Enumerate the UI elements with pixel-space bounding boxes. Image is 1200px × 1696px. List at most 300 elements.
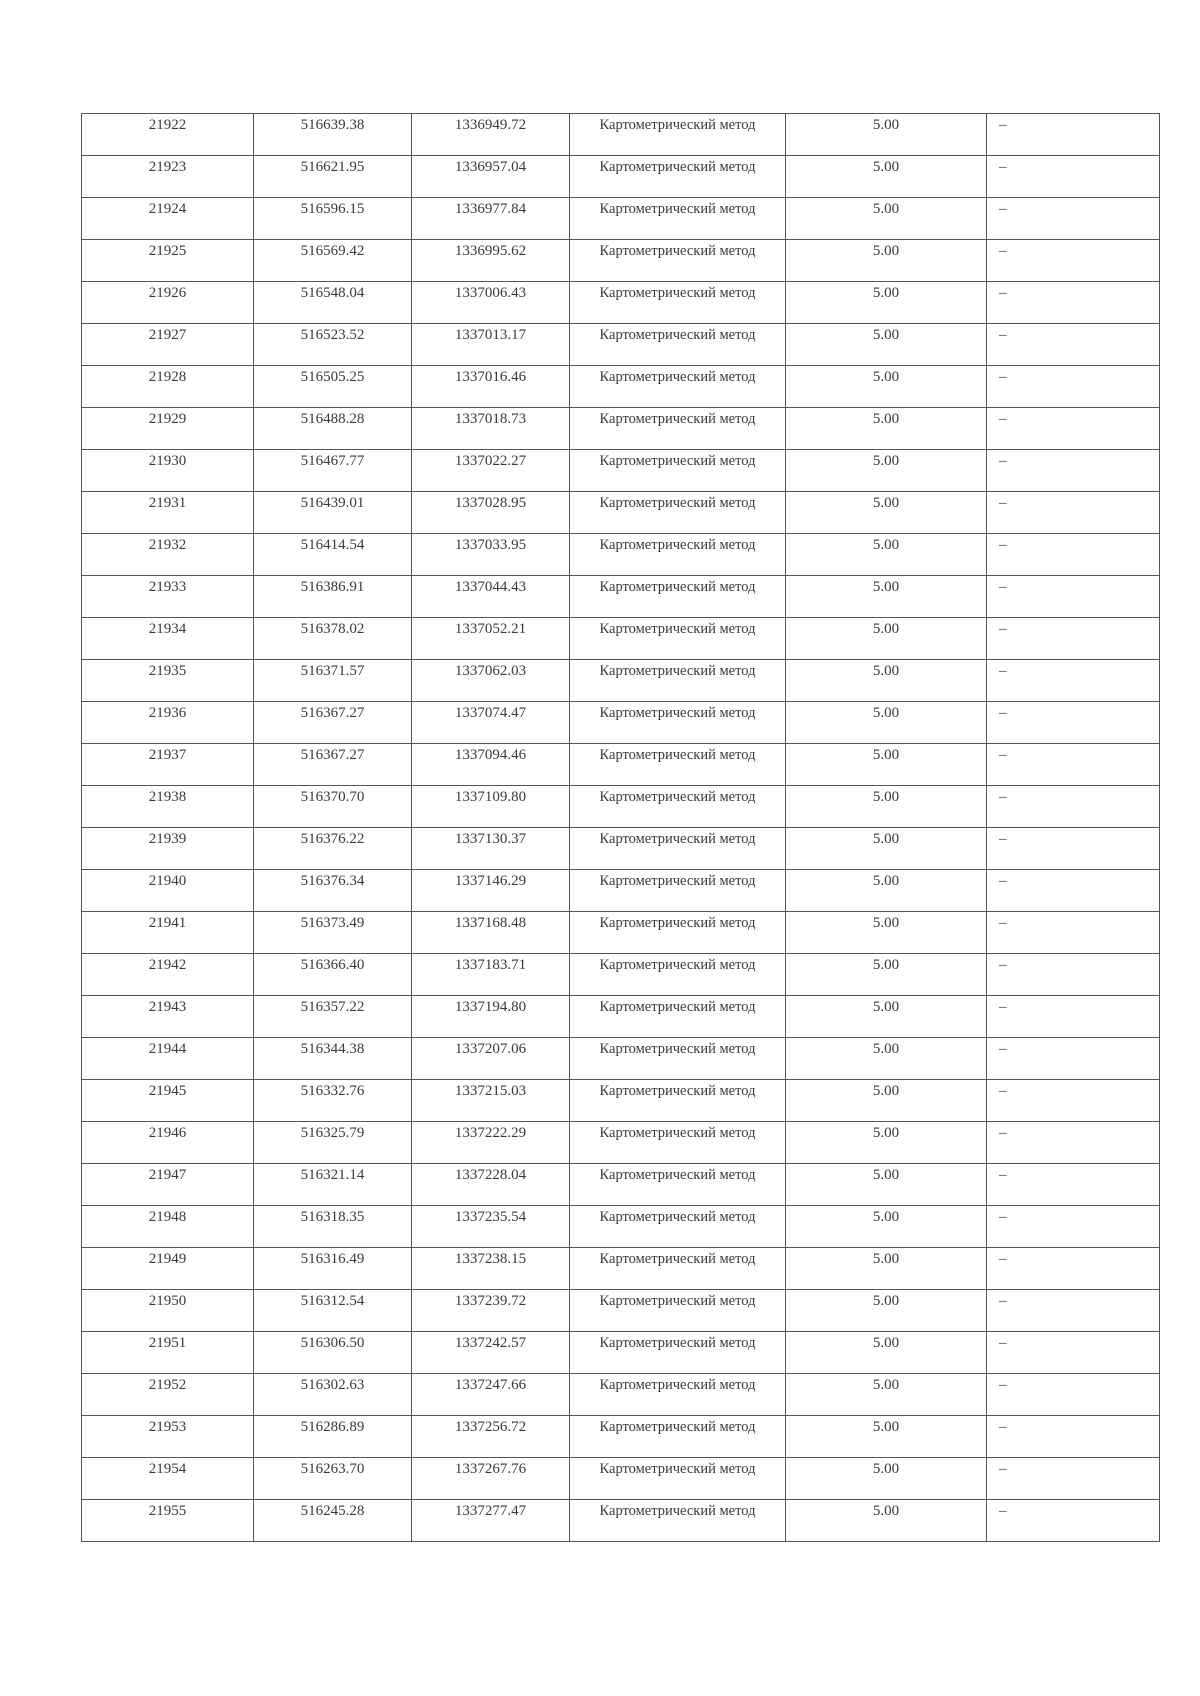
point-number-cell-text: 21949: [148, 1251, 187, 1267]
y-coordinate-cell-text: 1337168.48: [454, 915, 527, 931]
note-cell-text: –: [999, 1125, 1007, 1141]
x-coordinate-cell-text: 516286.89: [300, 1419, 365, 1435]
method-cell-text: Картометрический метод: [599, 327, 756, 343]
coordinates-table: [81, 113, 1160, 1542]
accuracy-cell-text: 5.00: [872, 1125, 900, 1141]
method-cell-text: Картометрический метод: [599, 1377, 756, 1393]
method-cell-text: Картометрический метод: [599, 957, 756, 973]
note-cell-text: –: [999, 705, 1007, 721]
x-coordinate-cell-text: 516386.91: [300, 579, 365, 595]
accuracy-cell: [786, 492, 987, 534]
note-cell: [987, 534, 1160, 576]
accuracy-cell-text: 5.00: [872, 915, 900, 931]
y-coordinate-cell-text: 1337052.21: [454, 621, 527, 637]
note-cell: [987, 1332, 1160, 1374]
accuracy-cell-text: 5.00: [872, 1083, 900, 1099]
note-cell: [987, 702, 1160, 744]
point-number-cell-text: 21938: [148, 789, 187, 805]
method-cell: [570, 618, 786, 660]
point-number-cell: [82, 156, 254, 198]
x-coordinate-cell-text: 516263.70: [300, 1461, 365, 1477]
point-number-cell-text: 21927: [148, 327, 187, 343]
y-coordinate-cell-text: 1337228.04: [454, 1167, 527, 1183]
table-row: [82, 1248, 1160, 1290]
method-cell-text: Картометрический метод: [599, 1461, 756, 1477]
point-number-cell: [82, 618, 254, 660]
point-number-cell: [82, 114, 254, 156]
x-coordinate-cell: [254, 324, 412, 366]
method-cell: [570, 450, 786, 492]
method-cell-text: Картометрический метод: [599, 873, 756, 889]
note-cell: [987, 1080, 1160, 1122]
accuracy-cell-text: 5.00: [872, 999, 900, 1015]
point-number-cell: [82, 576, 254, 618]
method-cell: [570, 1080, 786, 1122]
table-row: [82, 408, 1160, 450]
y-coordinate-cell: [412, 114, 570, 156]
point-number-cell: [82, 954, 254, 996]
point-number-cell: [82, 366, 254, 408]
point-number-cell: [82, 408, 254, 450]
x-coordinate-cell: [254, 534, 412, 576]
method-cell: [570, 1416, 786, 1458]
point-number-cell-text: 21923: [148, 159, 187, 175]
table-row: [82, 1206, 1160, 1248]
point-number-cell: [82, 912, 254, 954]
method-cell: [570, 1290, 786, 1332]
point-number-cell: [82, 1416, 254, 1458]
method-cell: [570, 282, 786, 324]
point-number-cell-text: 21928: [148, 369, 187, 385]
note-cell-text: –: [999, 789, 1007, 805]
y-coordinate-cell-text: 1337109.80: [454, 789, 527, 805]
y-coordinate-cell-text: 1337242.57: [454, 1335, 527, 1351]
accuracy-cell-text: 5.00: [872, 957, 900, 973]
point-number-cell-text: 21952: [148, 1377, 187, 1393]
point-number-cell: [82, 1038, 254, 1080]
method-cell-text: Картометрический метод: [599, 1125, 756, 1141]
note-cell-text: –: [999, 411, 1007, 427]
note-cell: [987, 1038, 1160, 1080]
accuracy-cell-text: 5.00: [872, 201, 900, 217]
table-row: [82, 450, 1160, 492]
point-number-cell-text: 21948: [148, 1209, 187, 1225]
method-cell-text: Картометрический метод: [599, 1419, 756, 1435]
table-row: [82, 492, 1160, 534]
x-coordinate-cell: [254, 1206, 412, 1248]
method-cell: [570, 1038, 786, 1080]
point-number-cell-text: 21940: [148, 873, 187, 889]
x-coordinate-cell-text: 516306.50: [300, 1335, 365, 1351]
x-coordinate-cell: [254, 240, 412, 282]
point-number-cell: [82, 282, 254, 324]
x-coordinate-cell: [254, 870, 412, 912]
note-cell-text: –: [999, 1377, 1007, 1393]
accuracy-cell: [786, 1416, 987, 1458]
note-cell: [987, 1458, 1160, 1500]
note-cell-text: –: [999, 957, 1007, 973]
x-coordinate-cell: [254, 282, 412, 324]
point-number-cell-text: 21922: [148, 117, 187, 133]
table-row: [82, 1080, 1160, 1122]
table-row: [82, 1500, 1160, 1542]
method-cell-text: Картометрический метод: [599, 1041, 756, 1057]
y-coordinate-cell: [412, 786, 570, 828]
method-cell: [570, 1332, 786, 1374]
method-cell-text: Картометрический метод: [599, 705, 756, 721]
note-cell-text: –: [999, 1083, 1007, 1099]
method-cell: [570, 1164, 786, 1206]
x-coordinate-cell: [254, 1080, 412, 1122]
point-number-cell-text: 21941: [148, 915, 187, 931]
table-row: [82, 702, 1160, 744]
point-number-cell: [82, 1500, 254, 1542]
note-cell-text: –: [999, 999, 1007, 1015]
accuracy-cell-text: 5.00: [872, 159, 900, 175]
method-cell: [570, 1248, 786, 1290]
y-coordinate-cell-text: 1337022.27: [454, 453, 527, 469]
accuracy-cell-text: 5.00: [872, 663, 900, 679]
accuracy-cell-text: 5.00: [872, 285, 900, 301]
note-cell-text: –: [999, 201, 1007, 217]
y-coordinate-cell: [412, 1374, 570, 1416]
x-coordinate-cell-text: 516467.77: [300, 453, 365, 469]
accuracy-cell-text: 5.00: [872, 411, 900, 427]
method-cell-text: Картометрический метод: [599, 747, 756, 763]
accuracy-cell: [786, 156, 987, 198]
table-row: [82, 324, 1160, 366]
y-coordinate-cell-text: 1337277.47: [454, 1503, 527, 1519]
point-number-cell-text: 21930: [148, 453, 187, 469]
accuracy-cell: [786, 1374, 987, 1416]
point-number-cell: [82, 324, 254, 366]
accuracy-cell-text: 5.00: [872, 1293, 900, 1309]
point-number-cell: [82, 1080, 254, 1122]
method-cell: [570, 828, 786, 870]
y-coordinate-cell-text: 1337194.80: [454, 999, 527, 1015]
y-coordinate-cell: [412, 1416, 570, 1458]
note-cell-text: –: [999, 831, 1007, 847]
accuracy-cell: [786, 660, 987, 702]
x-coordinate-cell: [254, 702, 412, 744]
accuracy-cell: [786, 1206, 987, 1248]
x-coordinate-cell: [254, 828, 412, 870]
table-row: [82, 786, 1160, 828]
x-coordinate-cell-text: 516325.79: [300, 1125, 365, 1141]
table-row: [82, 870, 1160, 912]
point-number-cell-text: 21931: [148, 495, 187, 511]
note-cell-text: –: [999, 369, 1007, 385]
method-cell-text: Картометрический метод: [599, 789, 756, 805]
table-row: [82, 618, 1160, 660]
y-coordinate-cell: [412, 744, 570, 786]
table-row: [82, 198, 1160, 240]
note-cell-text: –: [999, 663, 1007, 679]
point-number-cell: [82, 450, 254, 492]
point-number-cell-text: 21943: [148, 999, 187, 1015]
note-cell-text: –: [999, 1293, 1007, 1309]
method-cell: [570, 870, 786, 912]
y-coordinate-cell: [412, 618, 570, 660]
accuracy-cell: [786, 408, 987, 450]
method-cell: [570, 1122, 786, 1164]
x-coordinate-cell-text: 516318.35: [300, 1209, 365, 1225]
method-cell: [570, 534, 786, 576]
y-coordinate-cell: [412, 408, 570, 450]
x-coordinate-cell-text: 516488.28: [300, 411, 365, 427]
table-row: [82, 660, 1160, 702]
note-cell: [987, 198, 1160, 240]
accuracy-cell: [786, 198, 987, 240]
y-coordinate-cell-text: 1337207.06: [454, 1041, 527, 1057]
note-cell-text: –: [999, 747, 1007, 763]
x-coordinate-cell: [254, 996, 412, 1038]
x-coordinate-cell: [254, 912, 412, 954]
method-cell-text: Картометрический метод: [599, 369, 756, 385]
y-coordinate-cell: [412, 1458, 570, 1500]
note-cell-text: –: [999, 1209, 1007, 1225]
x-coordinate-cell: [254, 1122, 412, 1164]
note-cell: [987, 324, 1160, 366]
table-row: [82, 576, 1160, 618]
note-cell: [987, 1248, 1160, 1290]
method-cell: [570, 156, 786, 198]
table-row: [82, 744, 1160, 786]
table-row: [82, 534, 1160, 576]
y-coordinate-cell-text: 1337256.72: [454, 1419, 527, 1435]
point-number-cell: [82, 786, 254, 828]
point-number-cell-text: 21942: [148, 957, 187, 973]
accuracy-cell: [786, 1458, 987, 1500]
y-coordinate-cell-text: 1336957.04: [454, 159, 527, 175]
y-coordinate-cell: [412, 828, 570, 870]
note-cell: [987, 1122, 1160, 1164]
point-number-cell: [82, 1374, 254, 1416]
table-row: [82, 1458, 1160, 1500]
method-cell-text: Картометрический метод: [599, 831, 756, 847]
accuracy-cell: [786, 1332, 987, 1374]
point-number-cell-text: 21935: [148, 663, 187, 679]
note-cell: [987, 912, 1160, 954]
x-coordinate-cell-text: 516523.52: [300, 327, 365, 343]
note-cell-text: –: [999, 1335, 1007, 1351]
method-cell-text: Картометрический метод: [599, 495, 756, 511]
y-coordinate-cell: [412, 1500, 570, 1542]
method-cell-text: Картометрический метод: [599, 621, 756, 637]
table-row: [82, 996, 1160, 1038]
accuracy-cell-text: 5.00: [872, 873, 900, 889]
table-row: [82, 240, 1160, 282]
x-coordinate-cell-text: 516596.15: [300, 201, 365, 217]
x-coordinate-cell-text: 516376.34: [300, 873, 365, 889]
point-number-cell: [82, 1290, 254, 1332]
x-coordinate-cell: [254, 1038, 412, 1080]
method-cell: [570, 786, 786, 828]
x-coordinate-cell-text: 516245.28: [300, 1503, 365, 1519]
y-coordinate-cell: [412, 240, 570, 282]
accuracy-cell: [786, 114, 987, 156]
note-cell: [987, 996, 1160, 1038]
method-cell-text: Картометрический метод: [599, 1167, 756, 1183]
y-coordinate-cell-text: 1336977.84: [454, 201, 527, 217]
point-number-cell: [82, 1332, 254, 1374]
x-coordinate-cell-text: 516332.76: [300, 1083, 365, 1099]
accuracy-cell-text: 5.00: [872, 1167, 900, 1183]
note-cell-text: –: [999, 495, 1007, 511]
table-row: [82, 1122, 1160, 1164]
y-coordinate-cell: [412, 534, 570, 576]
x-coordinate-cell-text: 516621.95: [300, 159, 365, 175]
y-coordinate-cell: [412, 576, 570, 618]
point-number-cell-text: 21947: [148, 1167, 187, 1183]
method-cell: [570, 954, 786, 996]
note-cell: [987, 786, 1160, 828]
accuracy-cell-text: 5.00: [872, 747, 900, 763]
x-coordinate-cell-text: 516312.54: [300, 1293, 365, 1309]
x-coordinate-cell: [254, 1248, 412, 1290]
y-coordinate-cell: [412, 660, 570, 702]
x-coordinate-cell: [254, 1290, 412, 1332]
x-coordinate-cell: [254, 366, 412, 408]
accuracy-cell: [786, 1248, 987, 1290]
accuracy-cell-text: 5.00: [872, 1377, 900, 1393]
y-coordinate-cell-text: 1337016.46: [454, 369, 527, 385]
note-cell: [987, 1206, 1160, 1248]
x-coordinate-cell: [254, 954, 412, 996]
x-coordinate-cell: [254, 744, 412, 786]
x-coordinate-cell: [254, 1332, 412, 1374]
y-coordinate-cell: [412, 198, 570, 240]
note-cell-text: –: [999, 159, 1007, 175]
y-coordinate-cell-text: 1337006.43: [454, 285, 527, 301]
accuracy-cell: [786, 282, 987, 324]
point-number-cell-text: 21950: [148, 1293, 187, 1309]
accuracy-cell: [786, 618, 987, 660]
method-cell: [570, 492, 786, 534]
method-cell: [570, 1206, 786, 1248]
accuracy-cell-text: 5.00: [872, 579, 900, 595]
y-coordinate-cell-text: 1337094.46: [454, 747, 527, 763]
table-row: [82, 912, 1160, 954]
note-cell-text: –: [999, 1167, 1007, 1183]
method-cell: [570, 324, 786, 366]
accuracy-cell: [786, 1500, 987, 1542]
x-coordinate-cell: [254, 786, 412, 828]
point-number-cell-text: 21953: [148, 1419, 187, 1435]
accuracy-cell-text: 5.00: [872, 1419, 900, 1435]
table-row: [82, 282, 1160, 324]
note-cell: [987, 1500, 1160, 1542]
method-cell-text: Картометрический метод: [599, 1083, 756, 1099]
note-cell: [987, 744, 1160, 786]
x-coordinate-cell: [254, 114, 412, 156]
note-cell: [987, 576, 1160, 618]
table-row: [82, 954, 1160, 996]
note-cell-text: –: [999, 1503, 1007, 1519]
method-cell-text: Картометрический метод: [599, 999, 756, 1015]
method-cell-text: Картометрический метод: [599, 915, 756, 931]
x-coordinate-cell-text: 516316.49: [300, 1251, 365, 1267]
note-cell-text: –: [999, 1461, 1007, 1477]
x-coordinate-cell-text: 516414.54: [300, 537, 365, 553]
note-cell: [987, 408, 1160, 450]
y-coordinate-cell-text: 1337267.76: [454, 1461, 527, 1477]
accuracy-cell-text: 5.00: [872, 789, 900, 805]
method-cell-text: Картометрический метод: [599, 411, 756, 427]
point-number-cell-text: 21946: [148, 1125, 187, 1141]
accuracy-cell-text: 5.00: [872, 1251, 900, 1267]
accuracy-cell-text: 5.00: [872, 243, 900, 259]
x-coordinate-cell: [254, 660, 412, 702]
point-number-cell-text: 21944: [148, 1041, 187, 1057]
note-cell: [987, 366, 1160, 408]
method-cell: [570, 198, 786, 240]
method-cell-text: Картометрический метод: [599, 1209, 756, 1225]
note-cell-text: –: [999, 873, 1007, 889]
point-number-cell: [82, 744, 254, 786]
method-cell: [570, 912, 786, 954]
x-coordinate-cell-text: 516357.22: [300, 999, 365, 1015]
accuracy-cell: [786, 702, 987, 744]
accuracy-cell-text: 5.00: [872, 453, 900, 469]
note-cell: [987, 114, 1160, 156]
x-coordinate-cell-text: 516302.63: [300, 1377, 365, 1393]
y-coordinate-cell-text: 1337222.29: [454, 1125, 527, 1141]
note-cell-text: –: [999, 453, 1007, 469]
note-cell-text: –: [999, 327, 1007, 343]
accuracy-cell-text: 5.00: [872, 117, 900, 133]
y-coordinate-cell: [412, 1080, 570, 1122]
x-coordinate-cell-text: 516373.49: [300, 915, 365, 931]
method-cell-text: Картометрический метод: [599, 201, 756, 217]
y-coordinate-cell: [412, 912, 570, 954]
method-cell: [570, 660, 786, 702]
y-coordinate-cell-text: 1337235.54: [454, 1209, 527, 1225]
accuracy-cell-text: 5.00: [872, 705, 900, 721]
accuracy-cell-text: 5.00: [872, 1461, 900, 1477]
point-number-cell: [82, 1248, 254, 1290]
method-cell-text: Картометрический метод: [599, 1503, 756, 1519]
point-number-cell: [82, 870, 254, 912]
y-coordinate-cell: [412, 1122, 570, 1164]
method-cell-text: Картометрический метод: [599, 285, 756, 301]
method-cell: [570, 366, 786, 408]
table-row: [82, 1290, 1160, 1332]
y-coordinate-cell-text: 1337013.17: [454, 327, 527, 343]
accuracy-cell: [786, 1122, 987, 1164]
accuracy-cell: [786, 450, 987, 492]
y-coordinate-cell: [412, 702, 570, 744]
method-cell-text: Картометрический метод: [599, 159, 756, 175]
point-number-cell-text: 21932: [148, 537, 187, 553]
note-cell: [987, 954, 1160, 996]
accuracy-cell-text: 5.00: [872, 495, 900, 511]
accuracy-cell-text: 5.00: [872, 1503, 900, 1519]
point-number-cell: [82, 1164, 254, 1206]
point-number-cell-text: 21954: [148, 1461, 187, 1477]
y-coordinate-cell-text: 1337215.03: [454, 1083, 527, 1099]
point-number-cell: [82, 492, 254, 534]
note-cell: [987, 1290, 1160, 1332]
note-cell-text: –: [999, 537, 1007, 553]
table-row: [82, 828, 1160, 870]
note-cell-text: –: [999, 621, 1007, 637]
note-cell: [987, 870, 1160, 912]
method-cell-text: Картометрический метод: [599, 1293, 756, 1309]
method-cell: [570, 744, 786, 786]
accuracy-cell: [786, 954, 987, 996]
note-cell-text: –: [999, 1251, 1007, 1267]
